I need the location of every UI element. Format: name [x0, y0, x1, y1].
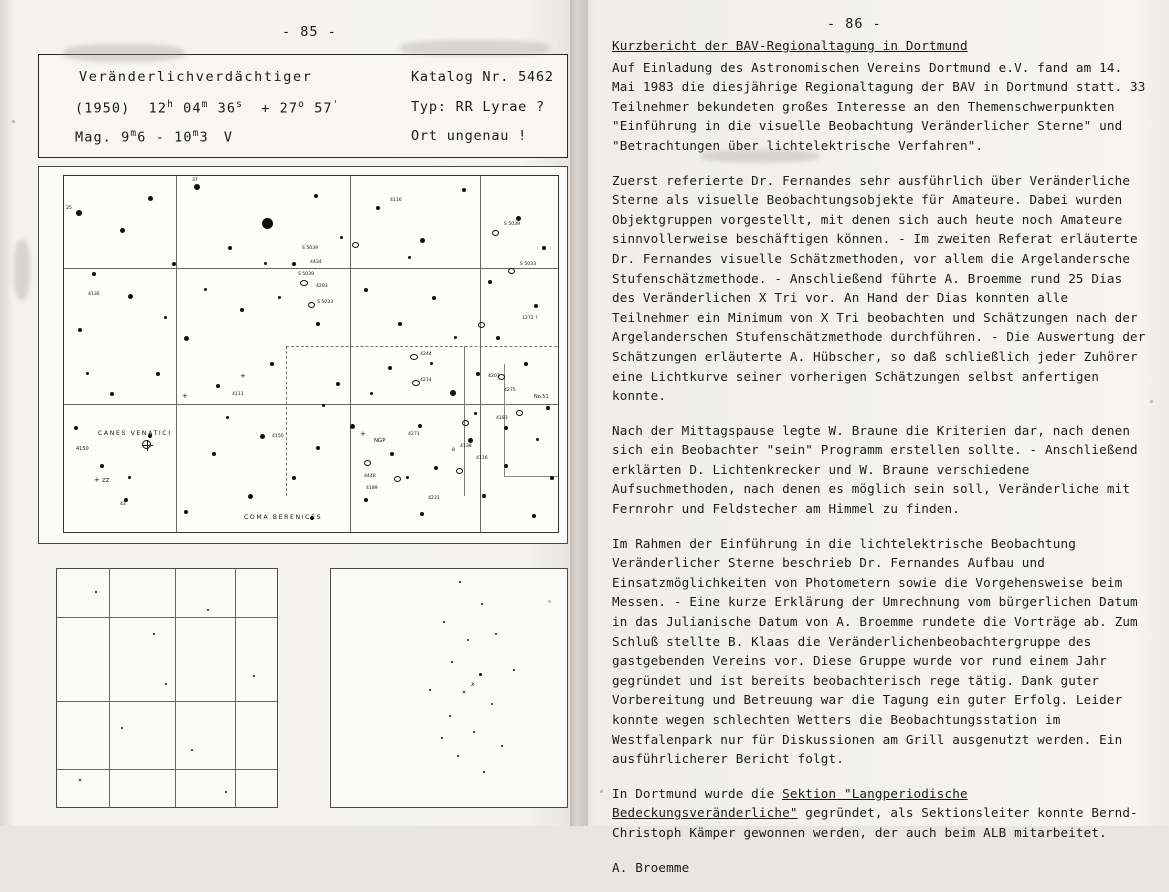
- catalog-number-label: Katalog Nr. 5462: [411, 69, 554, 85]
- chart-object-label: S 5033: [317, 300, 334, 305]
- book-gutter-shadow: [570, 0, 588, 826]
- chart-zz-label: ZZ: [102, 478, 110, 484]
- chart-star: [450, 390, 456, 396]
- section-name-underlined: Sektion "Langperiodische Bedeckungsveränderliche": [612, 785, 968, 821]
- chart-star: [406, 476, 409, 479]
- chart-star: [482, 494, 486, 498]
- chart-star: [350, 424, 355, 429]
- chart-star: [121, 727, 123, 729]
- chart-star: [420, 512, 424, 516]
- chart-object-label: 4111: [232, 392, 244, 397]
- report-paragraph: Zuerst referierte Dr. Fernandes sehr ausführlich über Veränderliche Sterne als visuelle Beobachtungsobjekte für Amateure. Dabei wurden Objektgruppen vorgestellt, mit denen sich auch heute noch Amateure sinnvollerweise beschäftigen können. - Im zweiten Referat erläuterte Dr. Fernandes visuelle Schätzmethoden, vor allem die Argelandersche Stufenschätzmethode. - Anschließend führte A. Broemme rund 25 Dias des Veränderlichen X Tri vor. An Hand der Dias konnten alle Teilnehmer ein Minimum von X Tri beobachten und Schätzungen nach der Argelanderschen Stufenschätzmethode durchführen. - Die Auswertung der Schätzungen erläuterte A. Hübscher, so daß schließlich jeder Zuhörer eine Lichtkurve seiner vorherigen Schätzungen selbst anfertigen konnte.: [612, 172, 1146, 404]
- chart-ngp-label: NGP: [374, 438, 386, 444]
- ra-minutes-unit: m: [201, 99, 209, 110]
- chart-star: [76, 210, 82, 216]
- chart-object-label: No.51: [534, 394, 549, 400]
- position-accuracy-note: Ort ungenau !: [411, 128, 528, 144]
- chart-star: [164, 316, 167, 319]
- magnitude-line: [75, 128, 233, 146]
- page-number-left: - 85 -: [282, 24, 337, 40]
- magnitude-dash: -: [155, 129, 165, 146]
- chart-object-label: 8: [452, 448, 455, 453]
- chart-star: [260, 434, 265, 439]
- chart-star: [226, 416, 229, 419]
- magnitude-min-unit: m: [130, 128, 138, 139]
- chart-object-label: 4189: [366, 486, 378, 491]
- chart-object-label: 4136: [88, 292, 100, 297]
- chart-object-label: 4203: [488, 374, 500, 379]
- final-paragraph-post: gegründet, als Sektionsleiter konnte Bernd-Christoph Kämper gewonnen werden, der auch beim ALB mitarbeitet.: [612, 805, 1138, 840]
- chart-star: [408, 256, 411, 259]
- paper-speck: [548, 600, 551, 603]
- chart-galaxy-symbol: [410, 354, 418, 360]
- chart-star: [443, 621, 445, 623]
- chart-star: [463, 691, 465, 693]
- constellation-label-canes-venatici: CANES VENATICI: [98, 430, 172, 437]
- ra-seconds-unit: s: [236, 99, 243, 110]
- chart-galaxy-symbol: [300, 280, 308, 286]
- chart-star: [262, 218, 273, 229]
- ra-hours: 12: [148, 100, 168, 117]
- chart-object-label: 4138: [460, 444, 472, 449]
- paper-smudge: [700, 150, 820, 162]
- chart-star: [481, 603, 483, 605]
- chart-star: [454, 336, 457, 339]
- chart-star: [459, 581, 461, 583]
- magnitude-max-decimal: 3: [199, 129, 209, 146]
- chart-star: [390, 452, 394, 456]
- chart-gridline: [57, 701, 278, 702]
- paper-speck: [1150, 400, 1153, 403]
- chart-star: [191, 749, 193, 751]
- chart-star: [153, 633, 155, 635]
- chart-object-label: 4116: [390, 198, 402, 203]
- chart-star: [451, 661, 453, 663]
- chart-star: [457, 755, 459, 757]
- dec-degrees-unit: o: [298, 99, 305, 110]
- chart-galaxy-symbol: [462, 420, 469, 426]
- chart-star: [388, 366, 392, 370]
- chart-star: [516, 216, 521, 221]
- report-paragraph: Nach der Mittagspause legte W. Braune die Kriterien dar, nach denen sich ein Beobachter "sein" Programm erstellen sollte. - Anschließend erklärten D. Lichtenkrecker und W. Braune verschiedene Aufsuchmethoden, nach denen es möglich sein soll, Veränderliche mit Fernrohr und Feldstecher am Himmel zu finden.: [612, 422, 1138, 517]
- main-star-chart-frame: 25 37 4116 S 5039 S 5033 S 5039 S 5033 1272 ? 4244 4214 4203 4183 4138 4116 4231 4448 S 5039 4434 4293 4136 4111 4150 4275 4271 4189 No.51 43 8 NGP ZZ 4150 CANES VENATICI COMA BERENICES + + + +: [63, 175, 559, 533]
- chart-star: [536, 438, 539, 441]
- chart-gridline: [175, 569, 176, 808]
- chart-gridline: [57, 769, 278, 770]
- chart-star: [79, 779, 81, 781]
- chart-object-label: 4271: [408, 432, 420, 437]
- chart-star: [165, 683, 167, 685]
- chart-star: [207, 609, 209, 611]
- chart-dashed-boundary: [286, 346, 287, 496]
- report-column: [612, 36, 1152, 892]
- chart-star: [542, 246, 546, 250]
- chart-star: [495, 633, 497, 635]
- chart-gridline: [350, 176, 351, 533]
- chart-star: [156, 372, 160, 376]
- report-paragraph: Im Rahmen der Einführung in die lichtelektrische Beobachtung Veränderlicher Sterne beschrieb Dr. Fernandes Aufbau und Einsatzmöglichkeiten von Photometern sowie die Vorgehensweise beim Messen. - Eine kurze Erklärung der Umrechnung vom bürgerlichen Datum in das Julianische Datum von A. Broemme rundete die Vorträge ab. Zum Schluß stellte B. Klaas die Veränderlichenbeobachtergruppe des gastgebenden Vereins vor. Diese Gruppe wurde vor rund einem Jahr gegründet und ist bereits beobachterisch rege tätig. Dank guter Vorbereitung und Betreuung war die Tagung ein guter Erfolg. Leider konnte wegen schlechten Wetters die Beobachtungsstation im Westfalenpark nur für Diskussionen am Grill ausgenutzt werden. Ein ausführlicherer Bericht folgt.: [612, 535, 1138, 767]
- report-signature: A. Broemme: [612, 859, 690, 875]
- chart-star: [474, 412, 477, 415]
- chart-star: [74, 426, 78, 430]
- chart-star: [550, 476, 554, 480]
- chart-gridline: [109, 569, 110, 808]
- chart-object-label: 4183: [496, 416, 508, 421]
- chart-galaxy-symbol: [478, 322, 485, 328]
- magnitude-label: Mag.: [75, 129, 112, 146]
- chart-star: [100, 464, 104, 468]
- chart-object-label: 4150: [76, 446, 89, 452]
- chart-gridline: [235, 569, 236, 808]
- chart-object-label: 4116: [476, 456, 488, 461]
- chart-star: [128, 294, 133, 299]
- chart-star: [504, 464, 508, 468]
- chart-star: [501, 745, 503, 747]
- chart-star: [473, 731, 475, 733]
- chart-object-label: 4231: [428, 496, 440, 501]
- chart-galaxy-symbol: [308, 302, 315, 308]
- chart-star: [316, 446, 320, 450]
- chart-galaxy-symbol: [352, 242, 359, 248]
- chart-star: [184, 336, 189, 341]
- chart-object-label: 4293: [316, 284, 328, 289]
- chart-star: [248, 494, 253, 499]
- main-star-chart: [38, 166, 568, 544]
- chart-star: [78, 328, 82, 332]
- chart-star: [270, 362, 274, 366]
- magnitude-min-decimal: 6: [137, 129, 147, 146]
- chart-star: [172, 262, 176, 266]
- chart-star: [120, 228, 125, 233]
- chart-star: [148, 196, 153, 201]
- chart-star: [292, 476, 296, 480]
- chart-star: [92, 272, 96, 276]
- chart-star: [253, 675, 255, 677]
- chart-star: [441, 737, 443, 739]
- paper-speck: [600, 790, 603, 793]
- chart-star: [532, 514, 536, 518]
- chart-star: [418, 424, 422, 428]
- chart-star: [430, 362, 433, 365]
- chart-star: [364, 498, 368, 502]
- chart-object-label: 4214: [420, 378, 432, 383]
- paper-smudge: [400, 40, 550, 56]
- chart-star: [322, 404, 325, 407]
- chart-star: [128, 476, 131, 479]
- chart-star: [314, 194, 318, 198]
- object-type-label: Veränderlichverdächtiger: [79, 69, 313, 85]
- chart-object-label: 1272 ?: [522, 316, 538, 321]
- coordinates-line: [75, 99, 339, 117]
- chart-galaxy-symbol: [492, 230, 499, 236]
- chart-object-label: S 5033: [520, 262, 537, 267]
- chart-object-label: S 5039: [302, 246, 319, 251]
- chart-object-label: 4448: [364, 474, 376, 479]
- finder-chart-wide: [56, 568, 278, 808]
- final-paragraph-pre: In Dortmund wurde die: [612, 785, 783, 801]
- chart-star: [449, 715, 451, 717]
- paper-speck: [12, 120, 15, 123]
- chart-star: [534, 304, 538, 308]
- report-title: Kurzbericht der BAV-Regionaltagung in Dortmund: [612, 38, 968, 53]
- chart-star: [504, 426, 508, 430]
- chart-star: [479, 673, 482, 676]
- chart-gridline: [64, 268, 559, 269]
- dec-minutes: 57: [314, 100, 333, 117]
- chart-star: [370, 392, 373, 395]
- chart-object-label: 4434: [310, 260, 322, 265]
- chart-star: [513, 669, 515, 671]
- ra-seconds: 36: [217, 100, 237, 117]
- chart-star: [491, 703, 493, 705]
- chart-gridline: [64, 404, 559, 405]
- chart-object-label: 4150: [272, 434, 284, 439]
- variable-type-label: Typ: RR Lyrae ?: [411, 99, 545, 115]
- chart-galaxy-symbol: [394, 476, 401, 482]
- magnitude-min: 9: [121, 129, 131, 146]
- chart-galaxy-symbol: [364, 460, 371, 466]
- chart-star: [240, 308, 244, 312]
- chart-star: [216, 384, 220, 388]
- chart-star: [184, 510, 188, 514]
- chart-galaxy-symbol: [516, 410, 523, 416]
- chart-galaxy-symbol: [456, 468, 463, 474]
- chart-star: [467, 639, 469, 641]
- chart-star: [364, 288, 368, 292]
- paper-smudge: [14, 240, 30, 300]
- chart-star: [432, 296, 436, 300]
- chart-galactic-pole-marker: [142, 440, 151, 449]
- chart-object-label: 4244: [420, 352, 432, 357]
- chart-gridline: [480, 176, 481, 533]
- chart-star: [434, 466, 438, 470]
- chart-object-label: S 5039: [504, 222, 521, 227]
- report-paragraph-final: [612, 784, 1152, 843]
- chart-star: [420, 238, 425, 243]
- chart-star: [496, 336, 500, 340]
- chart-star: [429, 689, 431, 691]
- chart-star: [398, 322, 402, 326]
- constellation-label-coma-berenices: COMA BERENICES: [244, 514, 323, 521]
- magnitude-max: 10: [174, 129, 193, 146]
- chart-star: [228, 246, 232, 250]
- epoch-label: (1950): [75, 100, 131, 117]
- chart-star: [86, 372, 89, 375]
- variable-star-header-box: [38, 54, 568, 158]
- dec-minutes-unit: ': [332, 99, 340, 110]
- chart-star: [483, 771, 485, 773]
- chart-star: [264, 262, 267, 265]
- chart-star: [340, 236, 343, 239]
- chart-object-label: 25: [66, 206, 72, 211]
- chart-gridline: [57, 617, 278, 618]
- chart-star: [204, 288, 207, 291]
- chart-star: [95, 591, 97, 593]
- magnitude-band: V: [223, 129, 234, 146]
- chart-object-label: 37: [192, 178, 198, 183]
- chart-object-label: 43: [120, 502, 126, 507]
- chart-object-label: S 5039: [298, 272, 315, 277]
- chart-star: [212, 452, 216, 456]
- chart-object-label: 4275: [504, 388, 516, 393]
- chart-star: [488, 280, 492, 284]
- chart-star: [336, 382, 340, 386]
- chart-galaxy-symbol: [508, 268, 515, 274]
- chart-star: [316, 322, 320, 326]
- magnitude-max-unit: m: [192, 128, 200, 139]
- chart-star: [225, 791, 227, 793]
- chart-star: [194, 184, 200, 190]
- chart-star: [468, 438, 473, 443]
- chart-dashed-boundary: [286, 346, 559, 347]
- chart-star: [278, 296, 281, 299]
- chart-star: [476, 372, 480, 376]
- chart-star: [110, 392, 114, 396]
- chart-star: [524, 362, 528, 366]
- chart-star: [546, 406, 550, 410]
- page-number-right: - 86 -: [827, 16, 882, 32]
- chart-gridline: [176, 176, 177, 533]
- chart-star: [376, 206, 380, 210]
- chart-star: [292, 262, 296, 266]
- chart-star: [558, 336, 559, 339]
- ra-minutes: 04: [183, 100, 202, 117]
- report-paragraph: Auf Einladung des Astronomischen Vereins Dortmund e.V. fand am 14. Mai 1983 die diesjährige Regionaltagung der BAV in Dortmund statt. 33 Teilnehmer bekundeten großes Interesse an den Themenschwerpunkten "Einführung in die visuelle Beobachtung Veränderlicher Sterne" und "Betrachtungen über lichtelektrische Verfahren".: [612, 59, 1146, 153]
- chart-galaxy-symbol: [412, 380, 420, 386]
- finder-chart-detail: [330, 568, 568, 808]
- dec-degrees: + 27: [261, 100, 299, 117]
- chart-variable-marker-label: x: [471, 681, 475, 688]
- chart-star: [462, 188, 466, 192]
- paper-smudge: [64, 44, 184, 62]
- ra-hours-unit: h: [167, 99, 174, 110]
